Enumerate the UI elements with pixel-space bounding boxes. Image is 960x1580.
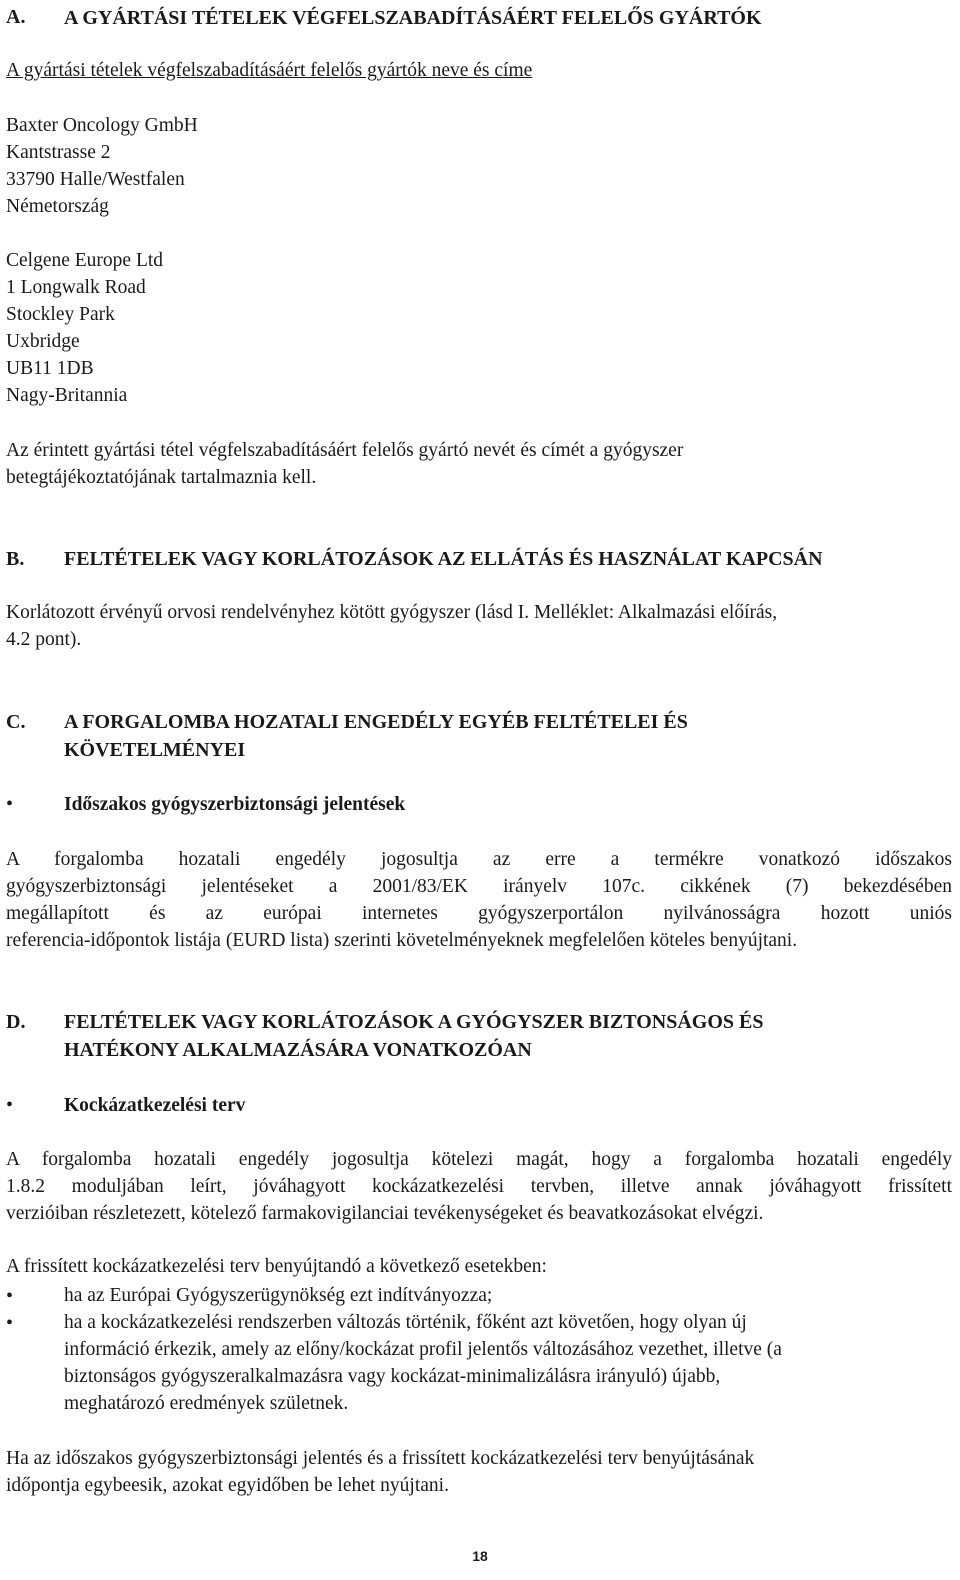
section-d-para3-line-1: Ha az időszakos gyógyszerbiztonsági jelentés és a frissített kockázatkezelési terv benyújtásának	[6, 1448, 755, 1469]
manufacturer2-name: Celgene Europe Ltd	[6, 250, 164, 271]
section-a-note-line-2: betegtájékoztatójának tartalmaznia kell.	[6, 467, 317, 488]
section-d-title-line-1: FELTÉTELEK VAGY KORLÁTOZÁSOK A GYÓGYSZER BIZTONSÁGOS ÉS	[64, 1011, 764, 1033]
manufacturer2-postcode: UB11 1DB	[6, 358, 94, 379]
section-d-bullet-heading: Kockázatkezelési terv	[64, 1095, 246, 1116]
section-a-note-line-1: Az érintett gyártási tétel végfelszabadításáért felelős gyártó nevét és címét a gyógyszer	[6, 440, 684, 461]
list-item-2-line-4: meghatározó eredmények születnek.	[64, 1393, 349, 1414]
section-c-text-line-1: A forgalomba hozatali engedély jogosultja az erre a termékre vonatkozó időszakos	[6, 849, 952, 870]
section-b-letter: B.	[6, 548, 25, 570]
list-item-1-line-1: ha az Európai Gyógyszerügynökség ezt indítványozza;	[64, 1285, 493, 1306]
section-d-para1-line-3: verzióiban részletezett, kötelező farmakovigilanciai tevékenységeket és beavatkozásokat elvégzi.	[6, 1203, 764, 1224]
section-d-para2-intro: A frissített kockázatkezelési terv benyújtandó a következő esetekben:	[6, 1256, 547, 1277]
section-b-title: FELTÉTELEK VAGY KORLÁTOZÁSOK AZ ELLÁTÁS ÉS HASZNÁLAT KAPCSÁN	[64, 548, 823, 570]
manufacturer1-street: Kantstrasse 2	[6, 142, 111, 163]
list-item-2-line-3: biztonságos gyógyszeralkalmazásra vagy kockázat-minimalizálásra irányuló) újabb,	[64, 1366, 721, 1387]
section-b-text-line-1: Korlátozott érvényű orvosi rendelvényhez kötött gyógyszer (lásd I. Melléklet: Alkalmazási előírás,	[6, 602, 778, 623]
section-a-subtitle: A gyártási tételek végfelszabadításáért felelős gyártók neve és címe	[6, 60, 533, 81]
list-bullet-1: •	[6, 1285, 14, 1307]
section-d-para1-line-1: A forgalomba hozatali engedély jogosultja kötelezi magát, hogy a forgalomba hozatali engedély	[6, 1149, 952, 1170]
section-d-bullet: •	[6, 1094, 14, 1116]
manufacturer2-town: Uxbridge	[6, 331, 80, 352]
manufacturer2-street: 1 Longwalk Road	[6, 277, 146, 298]
section-c-text-line-4: referencia-időpontok listája (EURD lista) szerinti követelményeknek megfelelően köteles benyújtani.	[6, 930, 798, 951]
section-a-title: A GYÁRTÁSI TÉTELEK VÉGFELSZABADÍTÁSÁÉRT FELELŐS GYÁRTÓK	[64, 7, 762, 29]
section-d-para1-line-2: 1.8.2 moduljában leírt, jóváhagyott kockázatkezelési tervben, illetve annak jóváhagyott frissített	[6, 1176, 952, 1197]
section-c-letter: C.	[6, 711, 26, 733]
list-item-2-line-1: ha a kockázatkezelési rendszerben változás történik, főként azt követően, hogy olyan új	[64, 1312, 747, 1333]
manufacturer1-city: 33790 Halle/Westfalen	[6, 169, 185, 190]
section-c-title-line-2: KÖVETELMÉNYEI	[64, 739, 246, 761]
list-item-2-line-2: információ érkezik, amely az előny/kockázat profil jelentős változásához vezethet, illetve (a	[64, 1339, 782, 1360]
page-number: 18	[472, 1548, 488, 1564]
section-c-bullet: •	[6, 793, 14, 815]
section-c-text-line-2: gyógyszerbiztonsági jelentéseket a 2001/83/EK irányelv 107c. cikkének (7) bekezdésében	[6, 876, 952, 897]
section-c-title-line-1: A FORGALOMBA HOZATALI ENGEDÉLY EGYÉB FELTÉTELEI ÉS	[64, 711, 688, 733]
manufacturer2-country: Nagy-Britannia	[6, 385, 128, 406]
list-bullet-2: •	[6, 1312, 14, 1334]
manufacturer1-name: Baxter Oncology GmbH	[6, 115, 198, 136]
section-d-para3-line-2: időpontja egybeesik, azokat egyidőben be lehet nyújtani.	[6, 1475, 449, 1496]
manufacturer2-park: Stockley Park	[6, 304, 115, 325]
section-d-letter: D.	[6, 1011, 26, 1033]
section-b-text-line-2: 4.2 pont).	[6, 629, 82, 650]
section-c-text-line-3: megállapított és az európai internetes gyógyszerportálon nyilvánosságra hozott uniós	[6, 903, 952, 924]
section-a-letter: A.	[6, 6, 26, 28]
section-d-title-line-2: HATÉKONY ALKALMAZÁSÁRA VONATKOZÓAN	[64, 1039, 532, 1061]
section-c-bullet-heading: Időszakos gyógyszerbiztonsági jelentések	[64, 794, 406, 815]
manufacturer1-country: Németország	[6, 196, 109, 217]
